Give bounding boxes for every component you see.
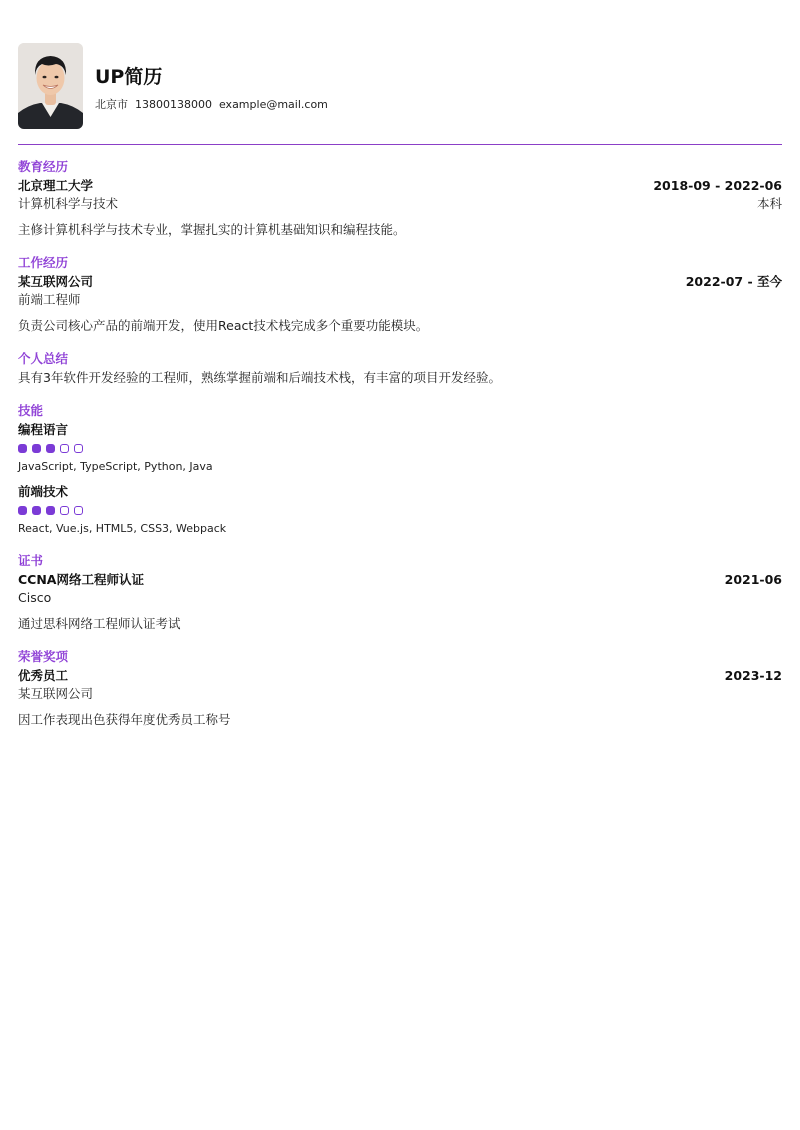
education-section xyxy=(18,158,782,239)
resume-name: UP简历 xyxy=(95,66,163,88)
skill-dot-empty xyxy=(74,506,83,515)
header-text xyxy=(95,60,335,112)
skill-dot-filled xyxy=(46,506,55,515)
honor-name: 优秀员工 xyxy=(18,668,69,683)
skill-level xyxy=(18,506,782,516)
work-dates: 2022-07 - 至今 xyxy=(685,274,782,289)
honor-issuer: 某互联网公司 xyxy=(18,686,94,701)
skill-level xyxy=(18,444,782,454)
skill-dot-filled xyxy=(46,444,55,453)
skills-section xyxy=(18,402,782,537)
summary-section xyxy=(18,350,782,387)
skill-dot-empty xyxy=(74,444,83,453)
header-divider xyxy=(18,144,782,145)
certificate-date: 2021-06 xyxy=(724,572,782,587)
certificate-row xyxy=(18,571,782,589)
section-title-summary: 个人总结 xyxy=(18,351,69,366)
skill-item xyxy=(18,421,782,475)
contact-phone: 13800138000 xyxy=(135,98,212,111)
education-detail-row xyxy=(18,195,782,213)
certificates-section xyxy=(18,552,782,633)
contact-city: 北京市 xyxy=(95,98,128,111)
profile-photo xyxy=(18,43,83,129)
work-company: 某互联网公司 xyxy=(18,274,94,289)
honors-section xyxy=(18,648,782,729)
section-title-education: 教育经历 xyxy=(18,159,69,174)
summary-text: 具有3年软件开发经验的工程师，熟练掌握前端和后端技术栈，有丰富的项目开发经验。 xyxy=(18,370,501,385)
work-position: 前端工程师 xyxy=(18,292,81,307)
certificate-description: 通过思科网络工程师认证考试 xyxy=(18,616,181,631)
honor-date: 2023-12 xyxy=(724,668,782,683)
work-row xyxy=(18,273,782,291)
section-title-honors: 荣誉奖项 xyxy=(18,649,69,664)
education-row xyxy=(18,177,782,195)
education-degree: 本科 xyxy=(756,196,782,211)
section-title-skills: 技能 xyxy=(18,403,44,418)
education-school: 北京理工大学 xyxy=(18,178,94,193)
resume-header xyxy=(18,43,782,129)
skill-dot-filled xyxy=(18,506,27,515)
certificate-issuer: Cisco xyxy=(18,590,52,605)
section-title-work: 工作经历 xyxy=(18,255,69,270)
skill-dot-empty xyxy=(60,506,69,515)
contact-info xyxy=(95,98,335,112)
skill-dot-filled xyxy=(18,444,27,453)
skill-item xyxy=(18,483,782,537)
skill-name: 编程语言 xyxy=(18,422,69,437)
skill-dot-empty xyxy=(60,444,69,453)
education-dates: 2018-09 - 2022-06 xyxy=(653,178,782,193)
contact-email: example@mail.com xyxy=(218,98,328,111)
education-major: 计算机科学与技术 xyxy=(18,196,119,211)
skill-details: JavaScript, TypeScript, Python, Java xyxy=(18,460,213,473)
honor-row xyxy=(18,667,782,685)
certificate-name: CCNA网络工程师认证 xyxy=(18,572,144,587)
work-description: 负责公司核心产品的前端开发，使用React技术栈完成多个重要功能模块。 xyxy=(18,318,429,333)
work-section xyxy=(18,254,782,335)
honor-description: 因工作表现出色获得年度优秀员工称号 xyxy=(18,712,231,727)
skill-details: React, Vue.js, HTML5, CSS3, Webpack xyxy=(18,522,227,535)
section-title-certificates: 证书 xyxy=(18,553,44,568)
skill-name: 前端技术 xyxy=(18,484,69,499)
person-photo-icon xyxy=(18,43,83,129)
skill-dot-filled xyxy=(32,506,41,515)
education-description: 主修计算机科学与技术专业，掌握扎实的计算机基础知识和编程技能。 xyxy=(18,222,406,237)
skill-dot-filled xyxy=(32,444,41,453)
